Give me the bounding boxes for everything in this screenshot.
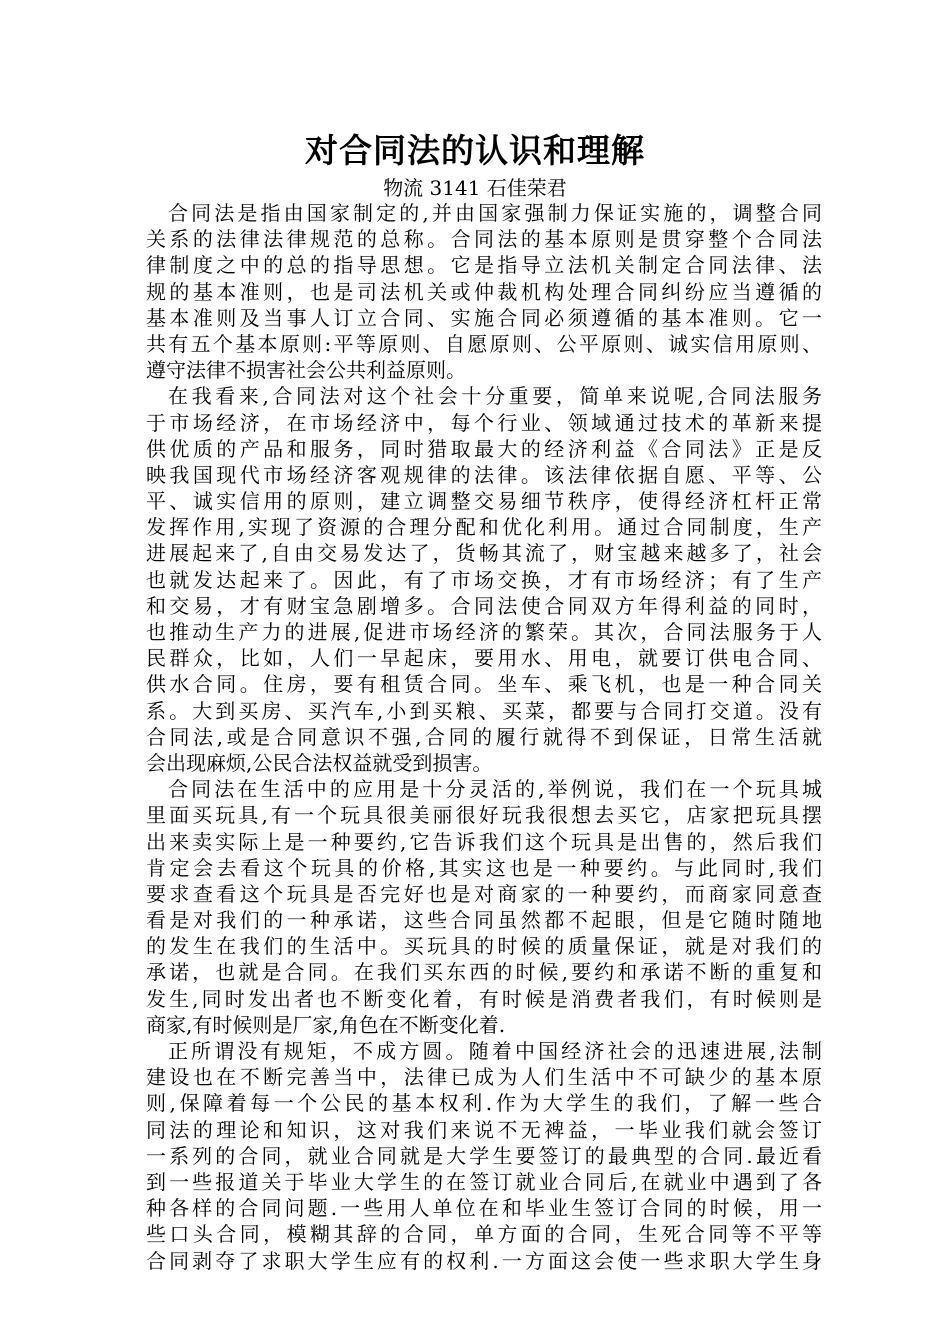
text-line: 会出现麻烦,公民合法权益就受到损害。: [146, 750, 493, 775]
text-line: 进展起来了,自由交易发达了，货畅其流了，财宝越来越多了，社会: [146, 541, 822, 566]
text-line: 发生,同时发出者也不断变化着，有时候是消费者我们，有时候则是: [146, 986, 822, 1011]
text-line: 遵守法律不损害社会公共利益原则。: [146, 358, 466, 383]
text-line: 于市场经济，在市场经济中，每个行业、领域通过技术的革新来提: [146, 410, 822, 435]
text-line: 一系列的合同，就业合同就是大学生要签订的最典型的合同.最近看: [146, 1143, 822, 1168]
text-line: 同法的理论和知识，这对我们来说不无裨益，一毕业我们就会签订: [146, 1117, 822, 1142]
text-line: 承诺，也就是合同。在我们买东西的时候,要约和承诺不断的重复和: [146, 960, 822, 985]
text-line: 合同法在生活中的应用是十分灵活的,举例说，我们在一个玩具城: [168, 777, 822, 802]
text-line: 供优质的产品和服务，同时猎取最大的经济利益《合同法》正是反: [146, 436, 822, 461]
text-line: 规的基本准则，也是司法机关或仲裁机构处理合同纠纷应当遵循的: [146, 279, 822, 304]
text-line: 里面买玩具,有一个玩具很美丽很好玩我很想去买它，店家把玩具摆: [146, 803, 822, 828]
document-body: [146, 200, 822, 1274]
text-line: 的发生在我们的生活中。买玩具的时候的质量保证，就是对我们的: [146, 934, 822, 959]
text-line: 正所谓没有规矩，不成方圆。随着中国经济社会的迅速进展,法制: [168, 1039, 822, 1063]
text-line: 肯定会去看这个玩具的价格,其实这也是一种要约。与此同时,我们: [146, 855, 822, 880]
text-line: 民群众，比如，人们一早起床，要用水、用电，就要订供电合同、: [146, 646, 822, 671]
text-line: 合同剥夺了求职大学生应有的权利.一方面这会使一些求职大学生身: [146, 1248, 822, 1273]
document-title: 对合同法的认识和理解: [305, 131, 645, 170]
text-line: 要求查看这个玩具是否完好也是对商家的一种要约，而商家同意查: [146, 881, 822, 906]
text-line: 些口头合同，模糊其辞的合同，单方面的合同，生死合同等不平等: [146, 1222, 822, 1247]
text-line: 则,保障着每一个公民的基本权利.作为大学生的我们，了解一些合: [146, 1091, 822, 1116]
text-line: 平、诚实信用的原则，建立调整交易细节秩序，使得经济杠杆正常: [146, 489, 822, 514]
text-line: 关系的法律法律规范的总称。合同法的基本原则是贯穿整个合同法: [146, 227, 822, 252]
text-line: 系。大到买房、买汽车,小到买粮、买菜，都要与合同打交道。没有: [146, 698, 822, 723]
text-line: 合同法是指由国家制定的,并由国家强制力保证实施的，调整合同: [168, 201, 822, 225]
text-line: 出来卖实际上是一种要约,它告诉我们这个玩具是出售的，然后我们: [146, 829, 822, 854]
text-line: 和交易，才有财宝急剧增多。合同法使合同双方年得利益的同时，: [146, 593, 822, 618]
text-line: 供水合同。住房，要有租赁合同。坐车、乘飞机，也是一种合同关: [146, 672, 822, 697]
text-line: 映我国现代市场经济客观规律的法律。该法律依据自愿、平等、公: [146, 462, 822, 487]
text-line: 共有五个基本原则:平等原则、自愿原则、公平原则、诚实信用原则、: [146, 331, 822, 356]
text-line: 到一些报道关于毕业大学生的在签订就业合同后,在就业中遇到了各: [146, 1169, 822, 1194]
text-line: 看是对我们的一种承诺，这些合同虽然都不起眼，但是它随时随地: [146, 908, 822, 933]
text-line: 种各样的合同问题.一些用人单位在和毕业生签订合同的时候，用一: [146, 1196, 822, 1221]
document-byline: 物流 3141 石佳荣君: [383, 176, 567, 200]
text-line: 律制度之中的总的指导思想。它是指导立法机关制定合同法律、法: [146, 253, 822, 278]
text-line: 在我看来,合同法对这个社会十分重要，简单来说呢,合同法服务: [168, 384, 822, 409]
text-line: 商家,有时候则是厂家,角色在不断变化着.: [146, 1012, 506, 1037]
text-line: 合同法,或是合同意识不强,合同的履行就得不到保证，日常生活就: [146, 724, 822, 749]
text-line: 基本准则及当事人订立合同、实施合同必须遵循的基本准则。它一: [146, 305, 822, 330]
text-line: 发挥作用,实现了资源的合理分配和优化利用。通过合同制度，生产: [146, 515, 822, 540]
text-line: 建设也在不断完善当中，法律已成为人们生活中不可缺少的基本原: [146, 1065, 822, 1090]
text-line: 也就发达起来了。因此，有了市场交换，才有市场经济；有了生产: [146, 567, 822, 592]
text-line: 也推动生产力的进展,促进市场经济的繁荣。其次，合同法服务于人: [146, 620, 822, 644]
